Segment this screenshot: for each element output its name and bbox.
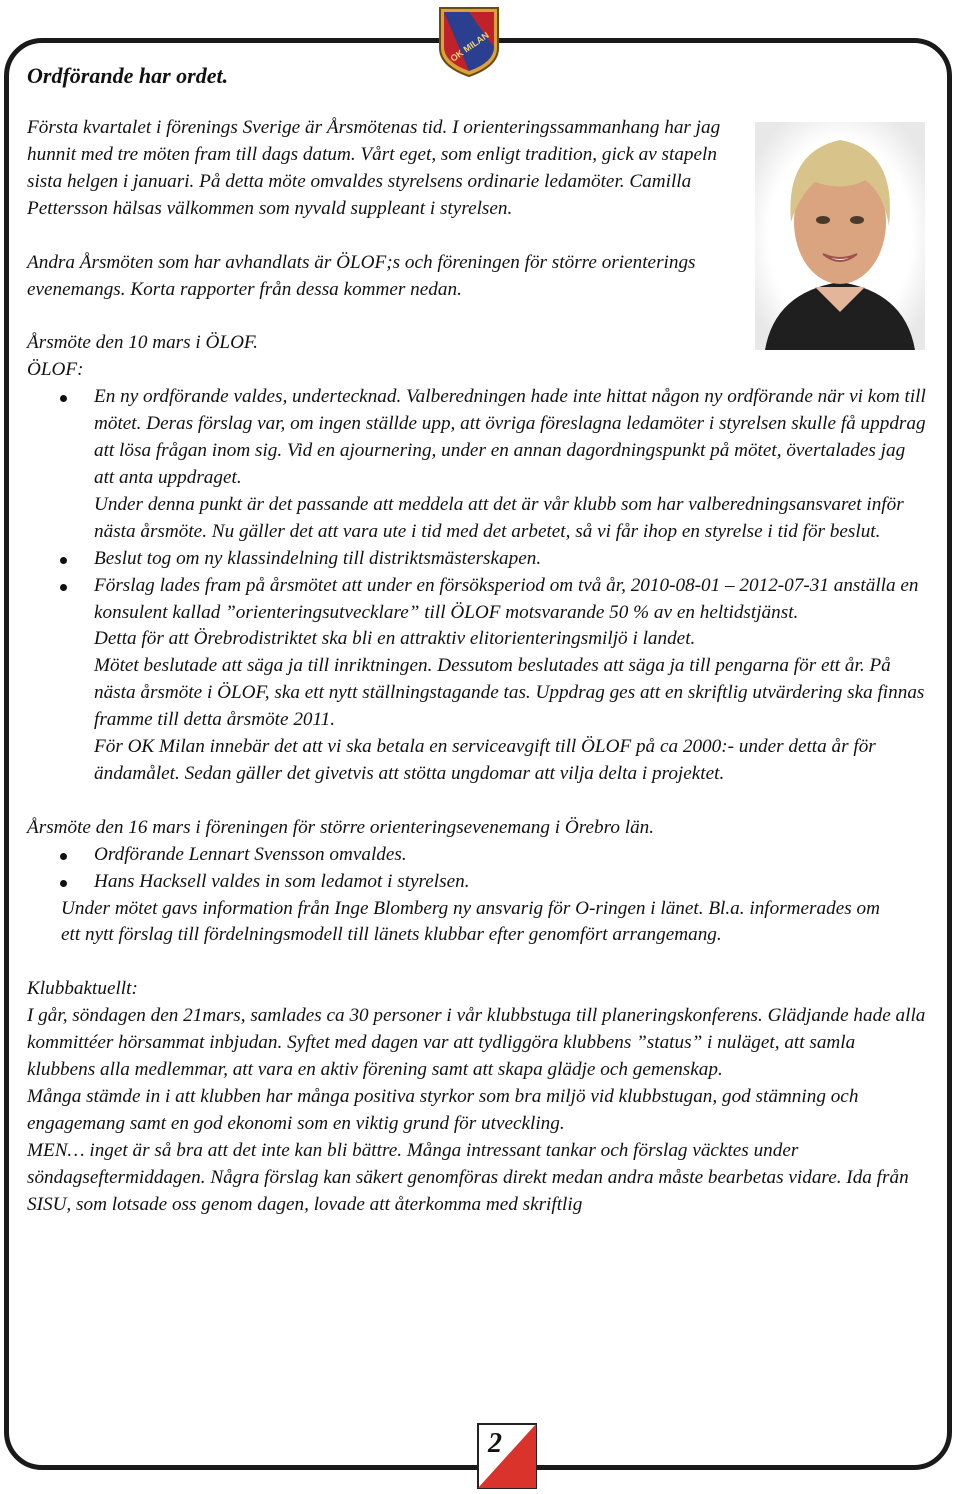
- list-item: En ny ordförande valdes, undertecknad. Valberedningen hade inte hittat någon ny ordförande när vi kom till mötet. Deras förslag var, om ingen ställde upp, att övriga föreslagna ledamöter i styrelsen skulle få uppdrag att lösa frågan inom sig. Vid en ajournering, under en annan dagordningspunkt på mötet, övertalades jag att anta uppdraget.: [27, 384, 927, 492]
- ffso-list: [27, 842, 927, 896]
- olof-bullet1-continuation: Under denna punkt är det passande att meddela att det är vår klubb som har valberedningsansvaret inför nästa årsmöte. Nu gäller det att vara ute i tid med det arbetet, så vi får ihop en styrelse i tid för beslut.: [94, 493, 904, 542]
- klubb-heading: Klubbaktuellt:: [27, 978, 138, 1000]
- olof-list: [27, 384, 927, 492]
- olof-subheading: ÖLOF:: [27, 359, 84, 381]
- article: [27, 62, 927, 1219]
- klubb-paragraph-3: MEN… inget är så bra att det inte kan bli bättre. Många intressant tankar och förslag väcktes under söndagseftermiddagen. Några förslag kan säkert genomföras direkt medan andra måste bearbetas vidare. Ida från SISU, som lotsade oss genom dagen, lovade att återkomma med skriftlig: [27, 1139, 909, 1215]
- olof-bullet3-continuation-3: För OK Milan innebär det att vi ska betala en serviceavgift till ÖLOF på ca 2000:- under detta år för ändamålet. Sedan gäller det givetvis att stötta ungdomar att vilja delta i projektet.: [94, 736, 876, 784]
- page-number: 2: [488, 1428, 502, 1459]
- intro-paragraph-1: Första kvartalet i förenings Sverige är Årsmötenas tid. I orienteringssammanhang har jag hunnit med tre möten fram till dags datum. Vårt eget, som enligt tradition, gick av stapeln sista helgen i januari. På detta möte omvaldes styrelsens ordinarie ledamöter. Camilla Pettersson hälsas välkommen som nyvald suppleant i styrelsen.: [27, 117, 721, 219]
- list-item: Beslut tog om ny klassindelning till distriktsmästerskapen.: [27, 546, 927, 573]
- olof-heading: Årsmöte den 10 mars i ÖLOF.: [27, 332, 258, 354]
- bullet-icon: [60, 880, 67, 887]
- ffso-note: Under mötet gavs information från Inge Blomberg ny ansvarig för O-ringen i länet. Bl.a. informerades om ett nytt förslag till fördelningsmodell till länets klubbar efter genomfört arrangemang.: [61, 897, 880, 946]
- bullet-icon: [60, 584, 67, 591]
- olof-list-2: [27, 546, 927, 627]
- klubb-paragraph-2: Många stämde in i att klubben har många positiva styrkor som bra miljö vid klubbstugan, god stämning och engagemang samt en god ekonomi som en viktig grund för utveckling.: [27, 1086, 859, 1134]
- list-item: Ordförande Lennart Svensson omvaldes.: [27, 842, 927, 869]
- bullet-icon: [60, 853, 67, 860]
- klubb-paragraph-1: I går, söndagen den 21mars, samlades ca 30 personer i vår klubbstuga till planeringskonferens. Glädjande hade alla kommittéer hörsammat inbjudan. Syftet med dagen var att tydliggöra klubbens ”status” i nuläget, att samla klubbens alla medlemmar, att vara en aktiv förening samt att skapa glädje och gemenskap.: [27, 1005, 926, 1081]
- bullet-icon: [60, 395, 67, 402]
- olof-bullet3-continuation-1: Detta för att Örebrodistriktet ska bli en attraktiv elitorienteringsmiljö i landet.: [94, 628, 696, 650]
- page-title: Ordförande har ordet.: [27, 63, 229, 88]
- intro-paragraph-2: Andra Årsmöten som har avhandlats är ÖLOF;s och föreningen för större orienterings evenemangs. Korta rapporter från dessa kommer nedan.: [27, 251, 696, 300]
- list-item: Förslag lades fram på årsmötet att under en försöksperiod om två år, 2010-08-01 – 2012-07-31 anställa en konsulent kallad ”orienteringsutvecklare” till ÖLOF motsvarande 50 % av en heltidstjänst.: [27, 573, 927, 627]
- logo-text: OK MILAN: [448, 29, 491, 64]
- bullet-icon: [60, 557, 67, 564]
- ffso-heading: Årsmöte den 16 mars i föreningen för större orienteringsevenemang i Örebro län.: [27, 816, 655, 838]
- list-item: Hans Hacksell valdes in som ledamot i styrelsen.: [27, 869, 927, 896]
- olof-bullet3-continuation-2: Mötet beslutade att säga ja till inriktningen. Dessutom beslutades att säga ja till pengarna för ett år. På nästa årsmöte i ÖLOF, ska ett nytt ställningstagande tas. Uppdrag ges att en skriftlig utvärdering ska finnas framme till detta årsmöte 2011.: [94, 655, 925, 731]
- page-number-container: [474, 1420, 540, 1492]
